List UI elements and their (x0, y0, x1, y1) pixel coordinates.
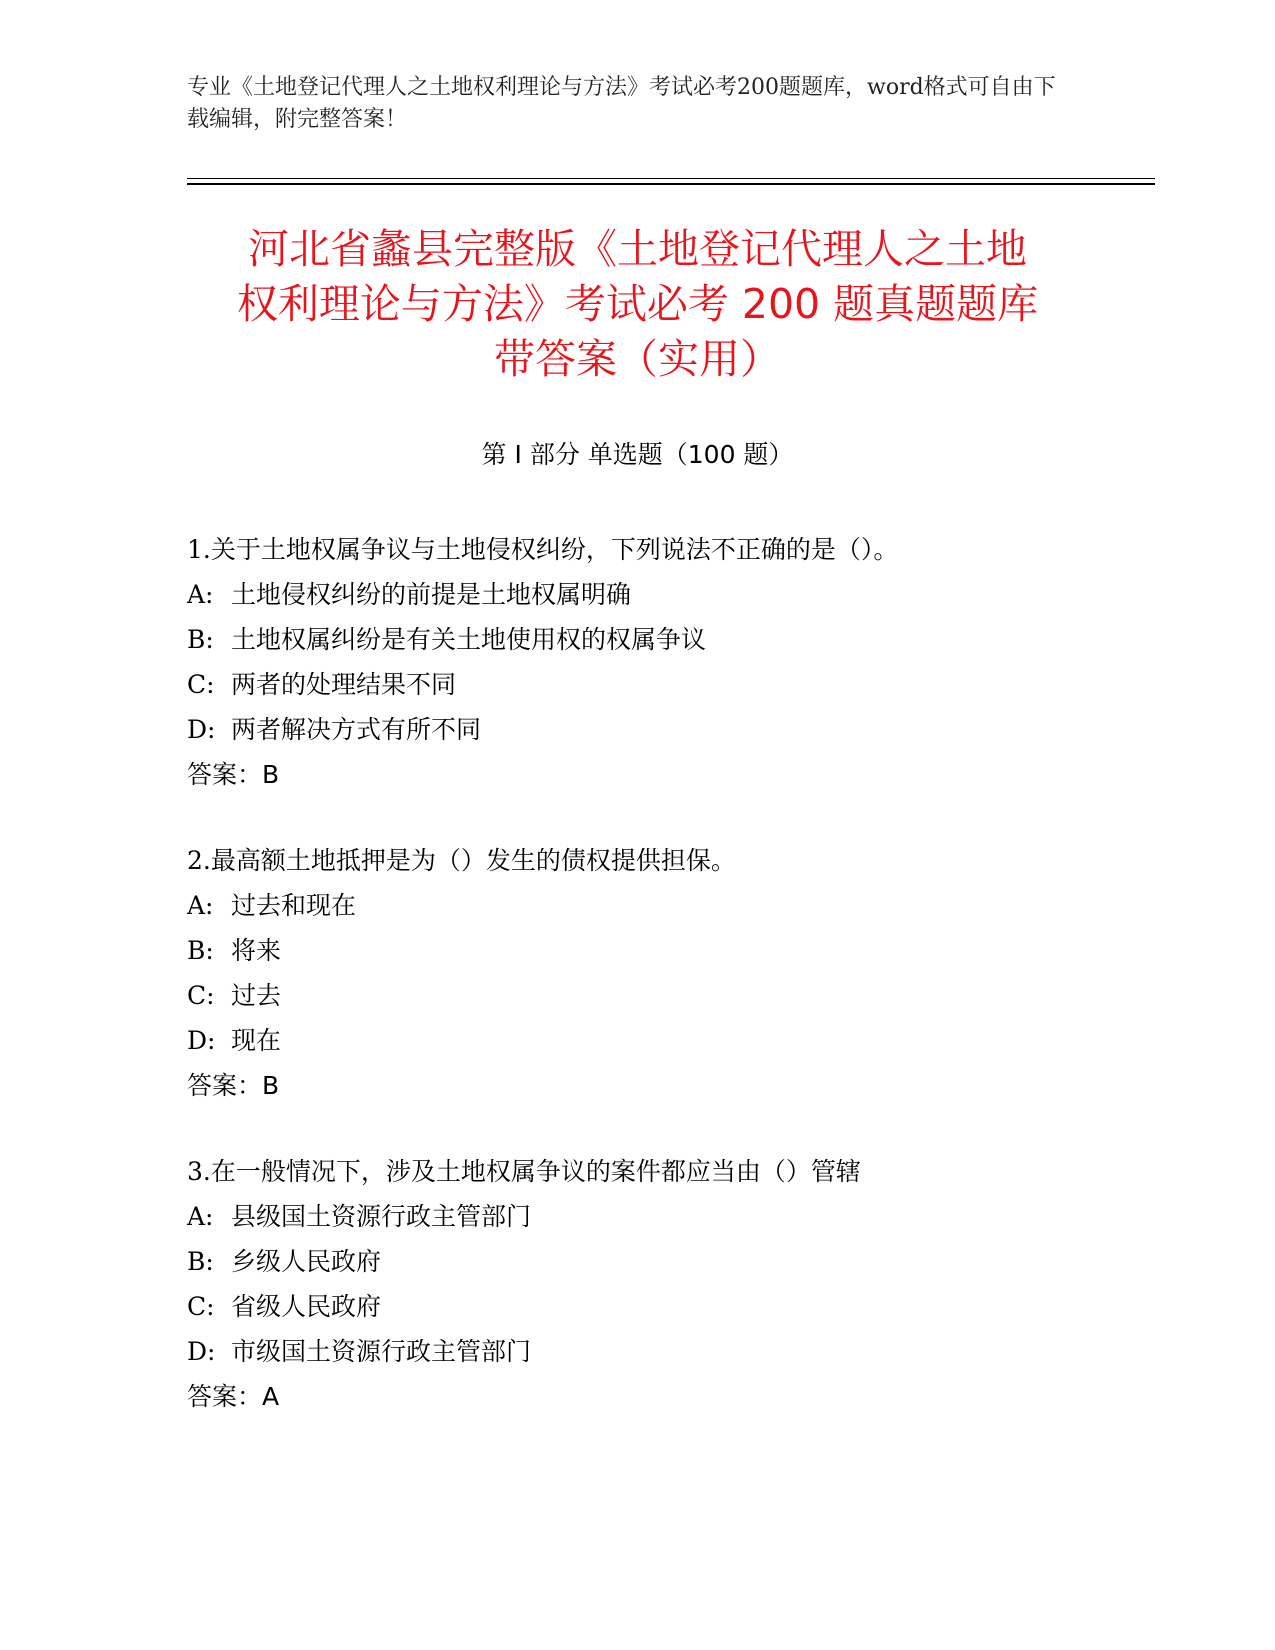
option-a (187, 572, 1147, 617)
option-text: 市级国土资源行政主管部门 (231, 1337, 532, 1366)
question-stem: 1.关于土地权属争议与土地侵权纠纷，下列说法不正确的是（）。 (187, 535, 899, 564)
option-letter: D: (187, 1337, 216, 1366)
option-letter: A: (187, 891, 214, 920)
option-text: 土地侵权纠纷的前提是土地权属明确 (231, 580, 632, 609)
option-letter: C: (187, 670, 215, 699)
option-b (187, 617, 1147, 662)
option-letter: B: (187, 1247, 214, 1276)
option-d (187, 1329, 1147, 1374)
title-line: 权利理论与方法》考试必考 200 题真题题库 (236, 280, 1039, 328)
option-text: 土地权属纠纷是有关土地使用权的权属争议 (231, 625, 707, 654)
title-line: 带答案（实用） (494, 335, 781, 383)
header-note: 专业《土地登记代理人之土地权利理论与方法》考试必考200题题库，word格式可自由下载编辑，附完整答案！ (187, 75, 1056, 132)
option-text: 县级国土资源行政主管部门 (231, 1202, 532, 1231)
question-stem: 3.在一般情况下，涉及土地权属争议的案件都应当由（）管辖 (187, 1157, 861, 1186)
answer-line: 答案：B (187, 1071, 280, 1100)
option-letter: B: (187, 936, 214, 965)
option-letter: D: (187, 715, 216, 744)
option-text: 省级人民政府 (231, 1292, 382, 1321)
header-rule-thick (187, 183, 1155, 185)
option-text: 过去 (231, 981, 282, 1010)
option-b (187, 928, 1147, 973)
option-letter: A: (187, 580, 214, 609)
question-stem: 2.最高额土地抵押是为（）发生的债权提供担保。 (187, 846, 736, 875)
option-c (187, 973, 1147, 1018)
option-letter: B: (187, 625, 214, 654)
title-line: 河北省蠡县完整版《土地登记代理人之土地 (248, 225, 1027, 273)
answer-line: 答案：B (187, 760, 280, 789)
option-text: 两者解决方式有所不同 (231, 715, 482, 744)
option-letter: D: (187, 1026, 216, 1055)
option-letter: C: (187, 981, 215, 1010)
question-list (187, 527, 1147, 1460)
question-item (187, 527, 1147, 797)
answer-line: 答案：A (187, 1382, 280, 1411)
document-title (150, 222, 1125, 387)
option-a (187, 883, 1147, 928)
question-item (187, 838, 1147, 1108)
section-title: 第 I 部分 单选题（100 题） (481, 440, 794, 469)
option-d (187, 1018, 1147, 1063)
option-letter: A: (187, 1202, 214, 1231)
option-text: 两者的处理结果不同 (231, 670, 457, 699)
option-d (187, 707, 1147, 752)
question-item (187, 1149, 1147, 1419)
option-b (187, 1239, 1147, 1284)
header-rule-thin (187, 178, 1155, 179)
option-c (187, 1284, 1147, 1329)
option-text: 将来 (231, 936, 282, 965)
option-letter: C: (187, 1292, 215, 1321)
option-c (187, 662, 1147, 707)
option-text: 过去和现在 (231, 891, 357, 920)
option-text: 现在 (231, 1026, 282, 1055)
option-text: 乡级人民政府 (231, 1247, 382, 1276)
option-a (187, 1194, 1147, 1239)
